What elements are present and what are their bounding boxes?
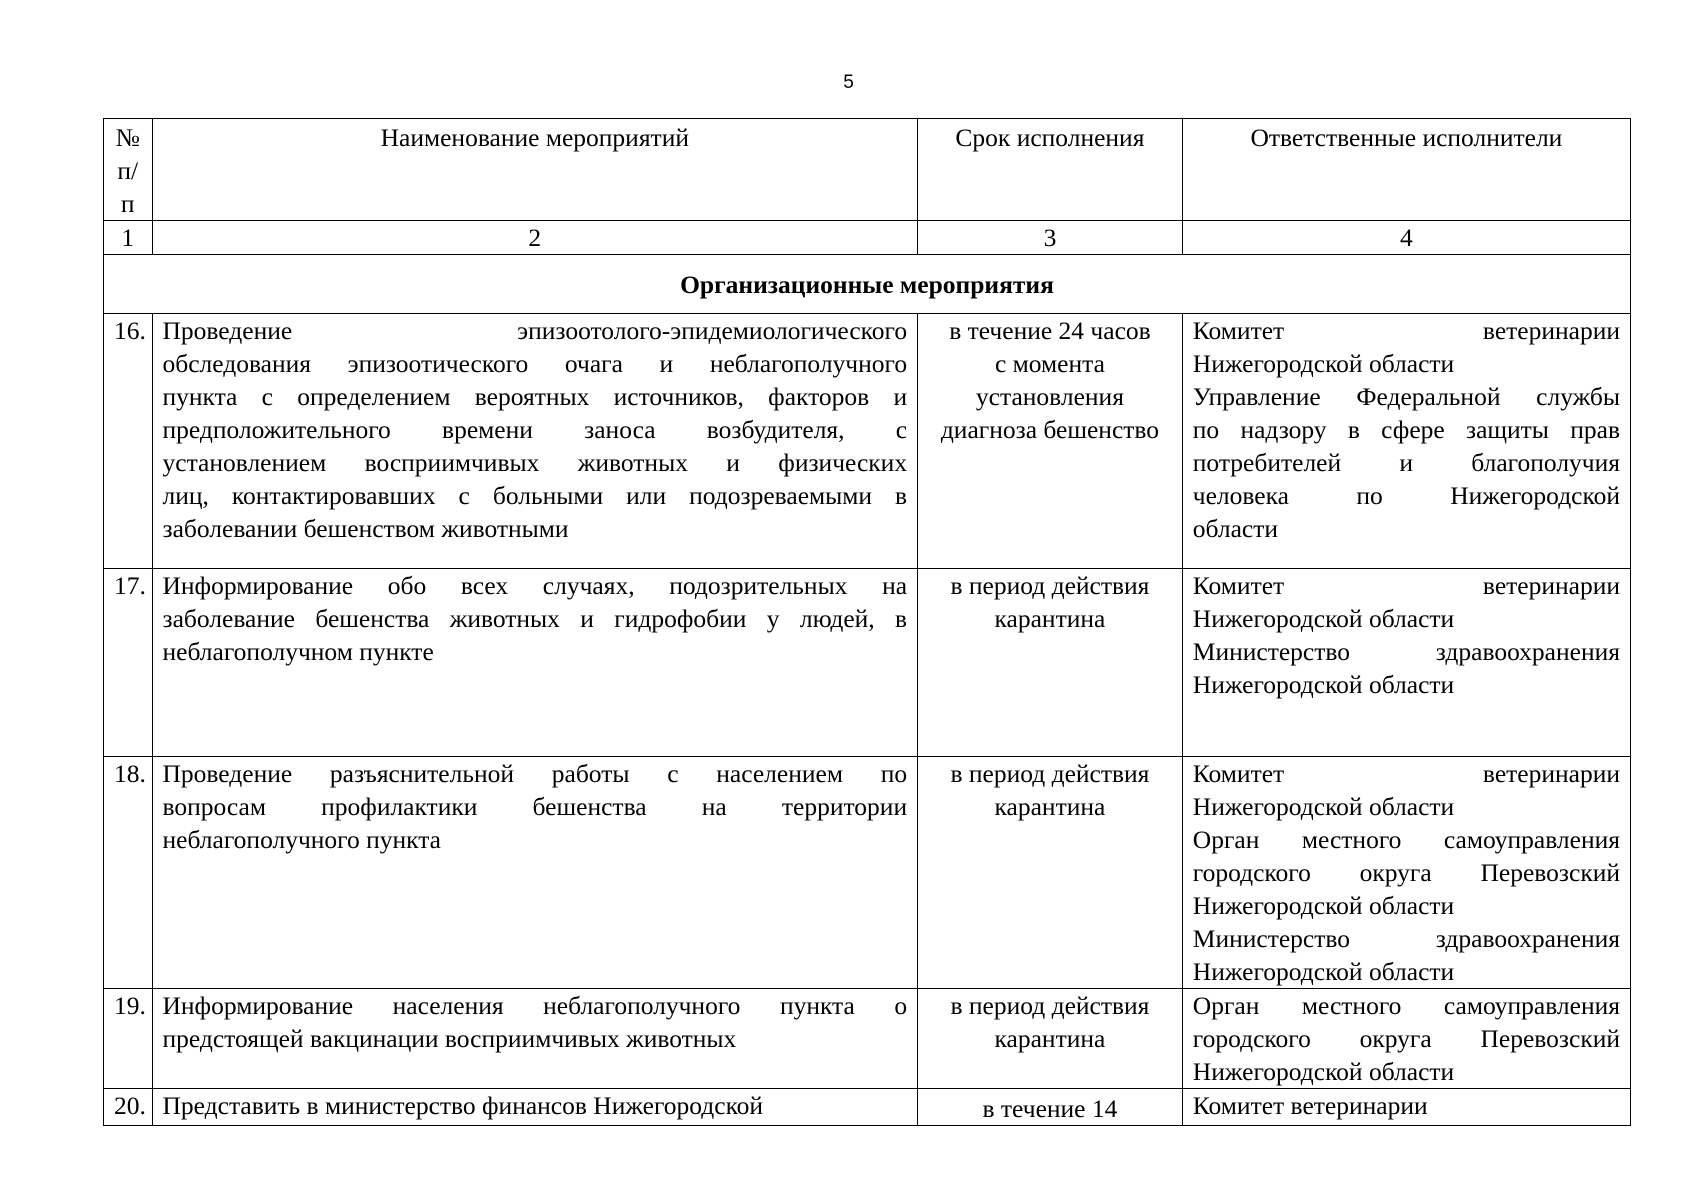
section-title: Организационные мероприятия [104,255,1631,314]
responsible-line: Комитет ветеринарии [1192,759,1620,788]
table-row [104,757,1631,989]
activity-name-line: предстоящей вакцинации восприимчивых животных [162,1024,737,1053]
header-resp: Ответственные исполнители [1182,119,1630,221]
responsible-executors [1182,1089,1630,1126]
deadline-line: карантина [994,604,1106,633]
row-number: 18. [104,757,153,989]
activity-name-line: предположительного времени заноса возбудителя, с [162,415,908,444]
responsible-line: Министерство здравоохранения [1192,924,1620,953]
activity-name-line: вопросам профилактики бешенства на территории [162,792,908,821]
column-number: 1 [104,221,153,255]
responsible-line: городского округа Перевозский [1192,858,1620,887]
deadline-line: в течение 24 часов [949,316,1151,345]
responsible-line: Нижегородской области [1192,792,1455,821]
row-number: 20. [104,1089,153,1126]
section-row [104,255,1631,314]
activity-name [152,989,918,1089]
table-row [104,314,1631,569]
activity-name-line: Представить в министерство финансов Нижегородской [162,1091,764,1120]
header-name: Наименование мероприятий [152,119,918,221]
responsible-line: Министерство здравоохранения [1192,637,1620,666]
activity-name-line: лиц, контактировавших с больными или подозреваемыми в [162,481,908,510]
activity-name-line: пункта с определением вероятных источников, факторов и [162,382,908,411]
deadline-line: в течение 14 [982,1094,1118,1123]
column-number: 3 [918,221,1183,255]
deadline-line: карантина [994,792,1106,821]
activity-name-line: установлением восприимчивых животных и физических [162,448,908,477]
responsible-line: Нижегородской области [1192,891,1455,920]
activity-name-line: Информирование населения неблагополучного пункта о [162,991,908,1020]
activities-table [103,118,1631,1126]
deadline-line: диагноза бешенство [940,415,1160,444]
responsible-line: Комитет ветеринарии [1192,571,1620,600]
page-number: 5 [843,72,854,93]
activity-name-line: Проведение эпизоотолого-эпидемиологического [162,316,908,345]
row-number: 19. [104,989,153,1089]
activity-name-line: заболевание бешенства животных и гидрофобии у людей, в [162,604,908,633]
responsible-line: Нижегородской области [1192,957,1455,986]
column-numbers-row [104,221,1631,255]
activity-name-line: Проведение разъяснительной работы с населением по [162,759,908,788]
deadline [918,314,1183,569]
responsible-executors [1182,757,1630,989]
responsible-line: Нижегородской области [1192,604,1455,633]
row-number: 17. [104,569,153,757]
column-number: 4 [1182,221,1630,255]
activity-name-line: обследования эпизоотического очага и неблагополучного [162,349,908,378]
deadline [918,757,1183,989]
activity-name [152,757,918,989]
activity-name [152,1089,918,1126]
header-term: Срок исполнения [918,119,1183,221]
deadline [918,989,1183,1089]
responsible-line: области [1192,514,1279,543]
activity-name-line: неблагополучного пункта [162,825,441,854]
deadline-line: с момента [994,349,1105,378]
responsible-line: Нижегородской области [1192,349,1455,378]
column-number: 2 [152,221,918,255]
activity-name-line: Информирование обо всех случаях, подозрительных на [162,571,908,600]
header-num: № п/п [104,119,153,221]
activity-name [152,569,918,757]
responsible-line: Нижегородской области [1192,670,1455,699]
responsible-line: по надзору в сфере защиты прав [1192,415,1620,444]
responsible-line: потребителей и благополучия [1192,448,1620,477]
table-row [104,1089,1631,1126]
row-number: 16. [104,314,153,569]
responsible-line: Орган местного самоуправления [1192,825,1620,854]
deadline-line: в период действия [950,759,1150,788]
responsible-line: Комитет ветеринарии [1192,1091,1428,1120]
deadline-line: карантина [994,1024,1106,1053]
responsible-line: Управление Федеральной службы [1192,382,1620,411]
responsible-executors [1182,989,1630,1089]
deadline-line: в период действия [950,571,1150,600]
responsible-line: Нижегородской области [1192,1057,1455,1086]
responsible-line: человека по Нижегородской [1192,481,1620,510]
deadline-line: установления [975,382,1124,411]
table-row [104,989,1631,1089]
deadline [918,569,1183,757]
activity-name-line: неблагополучном пункте [162,637,434,666]
responsible-executors [1182,314,1630,569]
table-header-row [104,119,1631,221]
activity-name-line: заболевании бешенством животными [162,514,569,543]
activity-name [152,314,918,569]
deadline-line: в период действия [950,991,1150,1020]
responsible-line: городского округа Перевозский [1192,1024,1620,1053]
responsible-line: Комитет ветеринарии [1192,316,1620,345]
table-row [104,569,1631,757]
responsible-line: Орган местного самоуправления [1192,991,1620,1020]
deadline [918,1089,1183,1126]
responsible-executors [1182,569,1630,757]
